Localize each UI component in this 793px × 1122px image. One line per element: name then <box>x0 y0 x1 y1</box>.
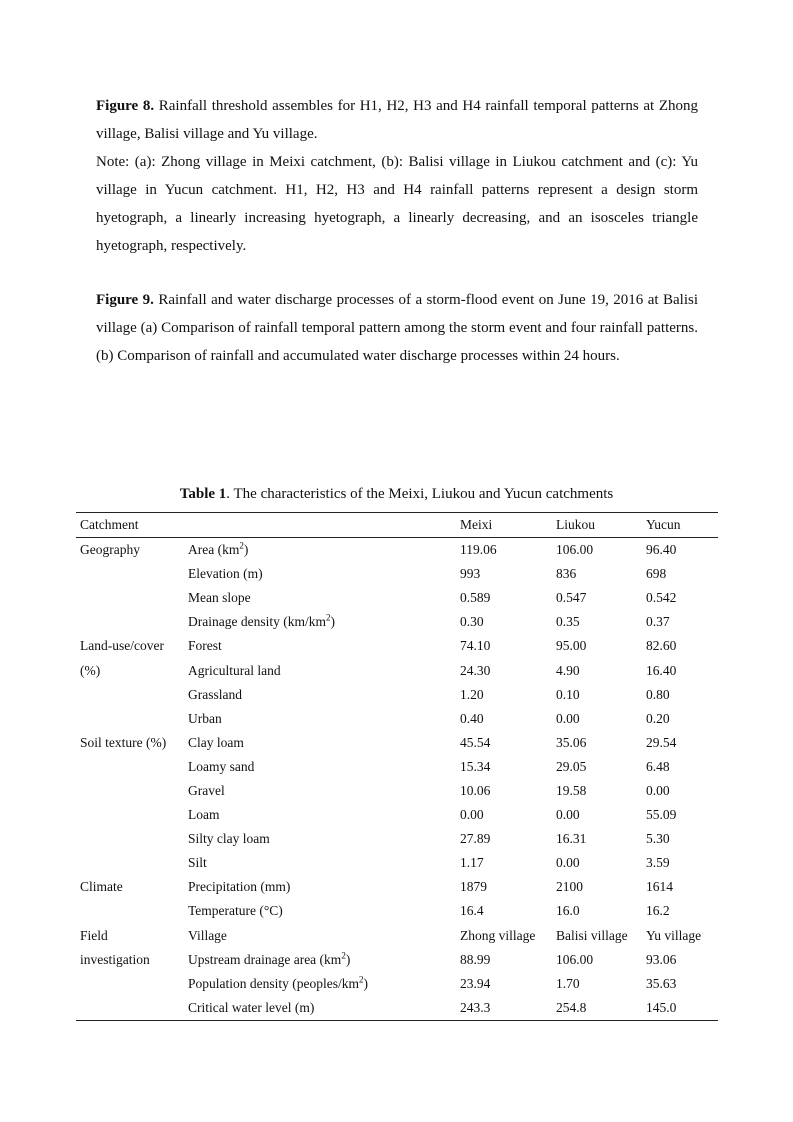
table-row <box>76 948 718 972</box>
row-item-label <box>184 683 456 707</box>
row-group-label <box>76 707 184 731</box>
row-group-label <box>76 803 184 827</box>
meixi-value: Zhong village <box>460 927 536 943</box>
yucun-value: 82.60 <box>646 638 677 654</box>
row-item-text: Silt <box>188 855 207 871</box>
meixi-value: 0.30 <box>460 614 484 630</box>
row-item-label <box>184 586 456 610</box>
liukou-value: 29.05 <box>556 758 587 774</box>
figure-8-caption <box>96 92 698 260</box>
yucun-value: 0.542 <box>646 590 677 606</box>
table-row <box>76 731 718 755</box>
row-group-label <box>76 851 184 875</box>
yucun-value: 16.2 <box>646 903 670 919</box>
liukou-value: Balisi village <box>556 927 628 943</box>
meixi-value: 243.3 <box>460 999 491 1015</box>
row-item-label <box>184 996 456 1021</box>
header-yucun: Yucun <box>646 517 681 532</box>
meixi-value: 27.89 <box>460 831 491 847</box>
meixi-value: 74.10 <box>460 638 491 654</box>
row-item-label <box>184 924 456 948</box>
yucun-value: 35.63 <box>646 975 677 991</box>
liukou-value: 35.06 <box>556 734 587 750</box>
row-group-label: Land-use/cover <box>80 638 164 654</box>
row-group-label: Climate <box>80 879 123 895</box>
row-group-label <box>76 779 184 803</box>
row-item-text: Area (km <box>188 542 240 558</box>
table-1-title-text: . The characteristics of the Meixi, Liukou and Yucun catchments <box>226 486 614 502</box>
meixi-value: 1.17 <box>460 855 484 871</box>
row-group-label: investigation <box>80 951 150 967</box>
row-item-label <box>184 779 456 803</box>
row-group-label: (%) <box>80 662 101 678</box>
table-1-title <box>0 484 793 504</box>
table-row <box>76 586 718 610</box>
row-group-label: Field <box>80 927 108 943</box>
row-item-label <box>184 899 456 923</box>
row-item-text: Drainage density (km/km <box>188 614 326 630</box>
row-item-superscript: 2 <box>325 612 331 623</box>
row-item-text: Population density (peoples/km <box>188 975 359 991</box>
meixi-value: 993 <box>460 566 481 582</box>
meixi-value: 0.00 <box>460 807 484 823</box>
header-blank <box>184 513 456 538</box>
table-body <box>76 538 718 1021</box>
table-row <box>76 562 718 586</box>
yucun-value: 96.40 <box>646 542 677 558</box>
yucun-value: 93.06 <box>646 951 677 967</box>
table-row <box>76 658 718 682</box>
row-group-label <box>76 996 184 1021</box>
yucun-value: 0.00 <box>646 782 670 798</box>
meixi-value: 45.54 <box>460 734 491 750</box>
figure-9-text: Rainfall and water discharge processes of a storm-flood event on June 19, 2016 at Balisi village (a) Comparison of rainfall temporal pattern among the storm event and four rainfall patterns. (b) Comparison of rainfall and accumulated water discharge processes within 24 hours. <box>96 292 698 364</box>
row-item-text: Urban <box>188 710 222 726</box>
row-group-label <box>76 562 184 586</box>
row-item-text: Gravel <box>188 782 225 798</box>
meixi-value: 10.06 <box>460 782 491 798</box>
row-group-label <box>76 899 184 923</box>
row-item-suffix: ) <box>330 614 335 630</box>
row-group-label <box>76 586 184 610</box>
meixi-value: 1.20 <box>460 686 484 702</box>
row-item-label <box>184 634 456 658</box>
row-item-superscript: 2 <box>359 974 364 985</box>
figure-9-caption <box>96 286 698 370</box>
row-item-text: Elevation (m) <box>188 566 263 582</box>
yucun-value: 55.09 <box>646 807 677 823</box>
row-item-text: Forest <box>188 638 222 654</box>
row-item-text: Critical water level (m) <box>188 999 315 1015</box>
row-item-text: Loamy sand <box>188 758 255 774</box>
table-row <box>76 827 718 851</box>
row-group-label <box>76 683 184 707</box>
liukou-value: 836 <box>556 566 577 582</box>
liukou-value: 95.00 <box>556 638 587 654</box>
row-item-text: Temperature (°C) <box>188 903 283 919</box>
row-item-superscript: 2 <box>341 950 346 961</box>
liukou-value: 16.31 <box>556 831 587 847</box>
table-row <box>76 996 718 1021</box>
table-row <box>76 683 718 707</box>
row-item-text: Precipitation (mm) <box>188 879 291 895</box>
table-row <box>76 779 718 803</box>
liukou-value: 254.8 <box>556 999 587 1015</box>
row-group-label <box>76 972 184 996</box>
row-item-label <box>184 972 456 996</box>
row-item-label <box>184 948 456 972</box>
table-row <box>76 755 718 779</box>
table-row <box>76 803 718 827</box>
row-item-text: Village <box>188 927 227 943</box>
table-row <box>76 851 718 875</box>
table-row <box>76 610 718 634</box>
liukou-value: 0.35 <box>556 614 580 630</box>
meixi-value: 0.589 <box>460 590 491 606</box>
yucun-value: Yu village <box>646 927 702 943</box>
table-row <box>76 634 718 658</box>
figure-9-label: Figure 9. <box>96 292 154 308</box>
row-item-label <box>184 803 456 827</box>
liukou-value: 16.0 <box>556 903 580 919</box>
liukou-value: 4.90 <box>556 662 580 678</box>
liukou-value: 106.00 <box>556 542 594 558</box>
row-item-text: Grassland <box>188 686 242 702</box>
meixi-value: 24.30 <box>460 662 491 678</box>
row-item-label <box>184 827 456 851</box>
liukou-value: 0.00 <box>556 710 580 726</box>
row-item-label <box>184 610 456 634</box>
row-item-label <box>184 658 456 682</box>
row-item-label <box>184 731 456 755</box>
row-item-label <box>184 562 456 586</box>
yucun-value: 698 <box>646 566 667 582</box>
header-meixi: Meixi <box>460 517 493 532</box>
table-row <box>76 875 718 899</box>
row-item-text: Agricultural land <box>188 662 281 678</box>
row-group-label <box>76 610 184 634</box>
row-item-label <box>184 755 456 779</box>
table-1-label: Table 1 <box>179 486 227 502</box>
yucun-value: 1614 <box>646 879 673 895</box>
yucun-value: 0.80 <box>646 686 670 702</box>
meixi-value: 15.34 <box>460 758 491 774</box>
catchment-characteristics-table <box>76 512 718 1021</box>
liukou-value: 1.70 <box>556 975 580 991</box>
row-item-text: Clay loam <box>188 734 244 750</box>
yucun-value: 3.59 <box>646 855 670 871</box>
yucun-value: 6.48 <box>646 758 670 774</box>
yucun-value: 0.20 <box>646 710 670 726</box>
meixi-value: 0.40 <box>460 710 484 726</box>
liukou-value: 0.10 <box>556 686 580 702</box>
meixi-value: 23.94 <box>460 975 491 991</box>
figure-8-note: Note: (a): Zhong village in Meixi catchment, (b): Balisi village in Liukou catchment and (c): Yu village in Yucun catchment. H1, H2, H3 and H4 rainfall patterns represent a design storm hyetograph, a linearly increasing hyetograph, a linearly decreasing, and an isosceles triangle hyetograph, respectively. <box>96 154 698 254</box>
liukou-value: 0.00 <box>556 855 580 871</box>
table-row <box>76 707 718 731</box>
row-item-label <box>184 875 456 899</box>
liukou-value: 0.00 <box>556 807 580 823</box>
row-item-text: Upstream drainage area (km <box>188 951 342 967</box>
row-item-text: Mean slope <box>188 590 251 606</box>
yucun-value: 16.40 <box>646 662 677 678</box>
meixi-value: 88.99 <box>460 951 491 967</box>
yucun-value: 145.0 <box>646 999 677 1015</box>
row-group-label <box>76 755 184 779</box>
table-row <box>76 924 718 948</box>
row-item-label <box>184 707 456 731</box>
liukou-value: 106.00 <box>556 951 594 967</box>
yucun-value: 29.54 <box>646 734 677 750</box>
table-row <box>76 538 718 563</box>
row-group-label: Soil texture (%) <box>80 734 167 750</box>
table-row <box>76 899 718 923</box>
liukou-value: 0.547 <box>556 590 587 606</box>
row-item-text: Loam <box>188 807 220 823</box>
figure-8-text: Rainfall threshold assembles for H1, H2, H3 and H4 rainfall temporal patterns at Zhong village, Balisi village and Yu village. <box>96 98 698 142</box>
liukou-value: 2100 <box>556 879 583 895</box>
table-header-row <box>76 513 718 538</box>
row-item-suffix: ) <box>243 542 249 558</box>
row-item-label <box>184 851 456 875</box>
row-group-label: Geography <box>80 542 140 558</box>
table-row <box>76 972 718 996</box>
row-group-label <box>76 827 184 851</box>
yucun-value: 5.30 <box>646 831 670 847</box>
row-item-label <box>184 538 456 563</box>
figure-8-label: Figure 8. <box>96 98 155 114</box>
yucun-value: 0.37 <box>646 614 670 630</box>
header-liukou: Liukou <box>556 517 595 532</box>
header-catchment: Catchment <box>80 517 139 532</box>
row-item-text: Silty clay loam <box>188 831 270 847</box>
meixi-value: 16.4 <box>460 903 484 919</box>
meixi-value: 1879 <box>460 879 487 895</box>
row-item-suffix: ) <box>363 975 368 991</box>
liukou-value: 19.58 <box>556 782 587 798</box>
row-item-suffix: ) <box>345 951 351 967</box>
meixi-value: 119.06 <box>460 542 497 558</box>
row-item-superscript: 2 <box>239 540 244 551</box>
